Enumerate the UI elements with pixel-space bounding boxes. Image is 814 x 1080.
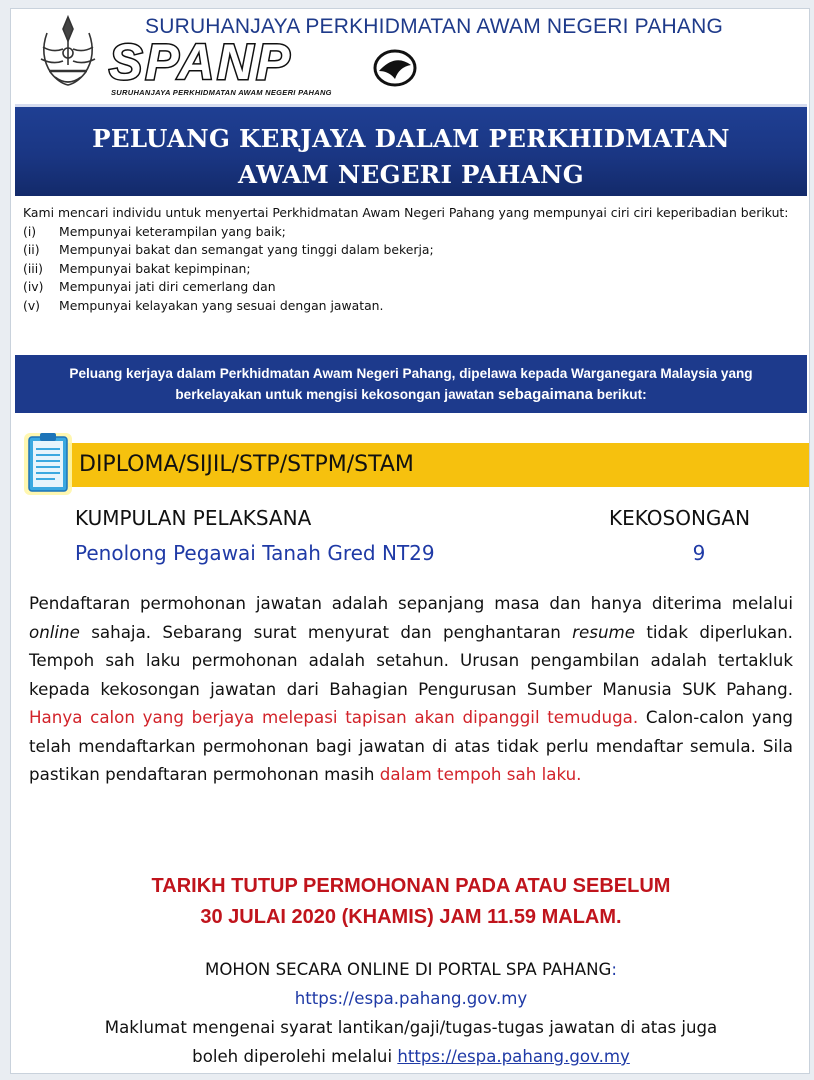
organization-name: SURUHANJAYA PERKHIDMATAN AWAM NEGERI PAHANG <box>145 15 724 38</box>
page-title <box>15 121 807 193</box>
intro-section <box>23 204 801 316</box>
portal-link[interactable]: https://espa.pahang.gov.my <box>397 1047 630 1066</box>
eligibility-bar <box>15 355 807 413</box>
intro-lead: Kami mencari individu untuk menyertai Perkhidmatan Awam Negeri Pahang yang mempunyai ciri ciri keperibadian berikut: <box>23 205 789 220</box>
footer <box>11 955 811 1071</box>
state-crest-icon <box>33 13 103 93</box>
group-header: KUMPULAN PELAKSANA <box>75 506 312 530</box>
info-line-1: Maklumat mengenai syarat lantikan/gaji/tugas-tugas jawatan di atas juga <box>104 1018 718 1037</box>
title-line-2: AWAM NEGERI PAHANG <box>238 160 584 189</box>
clipboard-icon <box>21 427 75 497</box>
validity-notice: dalam tempoh sah laku. <box>379 764 582 784</box>
list-item: (i) Mempunyai keterampilan yang baik; <box>23 223 286 239</box>
category-bar <box>57 443 809 487</box>
list-item: (iv) Mempunyai jati diri cemerlang dan <box>23 279 276 295</box>
spanp-emblem-icon <box>373 49 417 87</box>
portal-url[interactable]: https://espa.pahang.gov.my <box>294 989 528 1008</box>
closing-date: TARIKH TUTUP PERMOHONAN PADA ATAU SEBELUM 30 JULAI 2020 (KHAMIS) JAM 11.59 MALAM. <box>151 875 671 928</box>
logo-subtitle: SURUHANJAYA PERKHIDMATAN AWAM NEGERI PAHANG <box>111 88 332 97</box>
list-item: (ii) Mempunyai bakat dan semangat yang tinggi dalam bekerja; <box>23 242 434 258</box>
title-line-1: PELUANG KERJAYA DALAM PERKHIDMATAN <box>92 124 730 153</box>
interview-notice: Hanya calon yang berjaya melepasi tapisan akan dipanggil temuduga. <box>29 707 639 727</box>
spanp-logo-text: SPANP <box>109 34 293 90</box>
category-title: DIPLOMA/SIJIL/STP/STPM/STAM <box>79 452 414 477</box>
job-advertisement <box>10 8 810 1074</box>
vacancy-header: KEKOSONGAN <box>609 506 751 530</box>
eligibility-line-1: Peluang kerjaya dalam Perkhidmatan Awam Negeri Pahang, dipelawa kepada Warganegara Malaysia yang <box>69 366 753 381</box>
header <box>11 9 811 99</box>
list-item: (iii) Mempunyai bakat kepimpinan; <box>23 260 251 276</box>
application-details: Pendaftaran permohonan jawatan adalah sepanjang masa dan hanya diterima melalui online sahaja. Sebarang surat menyurat dan penghantaran resume tidak diperlukan. Tempoh sah laku permohonan adalah setahun. Urusan pengambilan adalah tertakluk kepada kekosongan jawatan dari Bahagian Pengurusan Sumber Manusia SUK Pahang. Hanya calon yang berjaya melepasi tapisan akan dipanggil temuduga. Calon-calon yang telah mendaftarkan permohonan bagi jawatan di atas tidak perlu mendaftar semula. Sila pastikan pendaftaran permohonan masih dalam tempoh sah laku. <box>29 593 793 784</box>
position-name: Penolong Pegawai Tanah Gred NT29 <box>75 541 435 565</box>
trait-list <box>23 223 801 316</box>
title-banner <box>15 104 807 196</box>
eligibility-line-2: berkelayakan untuk mengisi kekosongan jawatan sebagaimana berikut: <box>175 386 647 403</box>
vacancy-count: 9 <box>692 541 706 565</box>
apply-line: MOHON SECARA ONLINE DI PORTAL SPA PAHANG: <box>205 960 617 979</box>
info-line-2: boleh diperolehi melalui https://espa.pahang.gov.my <box>192 1047 630 1066</box>
list-item: (v) Mempunyai kelayakan yang sesuai dengan jawatan. <box>23 297 384 313</box>
